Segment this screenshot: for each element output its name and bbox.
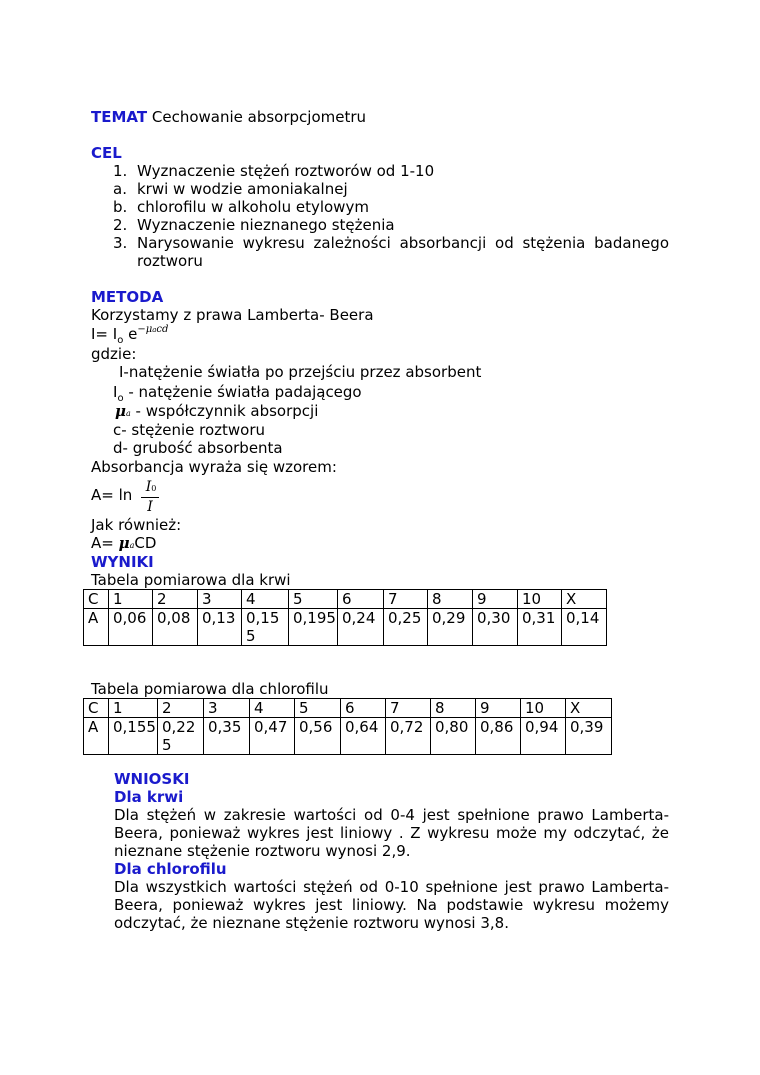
cel-item-num: 1.: [113, 162, 128, 180]
def-c: c- stężenie roztworu: [113, 421, 266, 439]
def-I0-text: - natężenie światła padającego: [128, 383, 362, 401]
table-cell: X: [562, 590, 607, 609]
cel-item-3-text: Narysowanie wykresu zależności absorbancji od stężenia badanego roztworu: [137, 234, 669, 270]
table-cell: A: [84, 609, 109, 646]
formula-e: e: [128, 325, 138, 343]
def-d: d- grubość absorbenta: [113, 439, 283, 457]
table-cell: 0,195: [289, 609, 338, 646]
cel-item-1-text: Wyznaczenie stężeń roztworów od 1-10: [137, 162, 435, 180]
cel-item-2-text: Wyznaczenie nieznanego stężenia: [137, 216, 395, 234]
def-I0-symbol: I: [113, 383, 118, 401]
wnioski-chlorofilu-text: Dla wszystkich wartości stężeń od 0-10 spełnione jest prawo Lamberta-Beera, ponieważ wykres jest liniowy. Na podstawie wykresu możemy odczytać, że nieznane stężenie roztworu wynosi 3,8.: [114, 878, 669, 932]
cel-heading: CEL: [91, 144, 122, 162]
cel-item-a-text: krwi w wodzie amoniakalnej: [137, 180, 348, 198]
table-cell: 6: [341, 699, 386, 718]
temat-label: TEMAT: [91, 108, 148, 126]
table-cell: C: [84, 699, 109, 718]
table-cell: 4: [250, 699, 295, 718]
table-cell: 0,155: [242, 609, 289, 646]
table-cell: 0,94: [521, 718, 566, 755]
table-cell: 9: [473, 590, 518, 609]
table-cell: 0,06: [109, 609, 153, 646]
frac-num: I: [145, 479, 152, 495]
cel-item-b: [113, 198, 127, 216]
def-I: I-natężenie światła po przejściu przez absorbent: [119, 363, 482, 381]
formula-lhs: I= I: [91, 325, 118, 343]
temat-line: [91, 108, 366, 126]
table-cell: 3: [198, 590, 242, 609]
table-krwi-values-row: [84, 609, 607, 646]
table-cell: 9: [476, 699, 521, 718]
table-cell: 1: [109, 590, 153, 609]
cel-item-num: 3.: [113, 234, 128, 252]
table-cell: A: [84, 718, 109, 755]
def-mu: [115, 402, 318, 423]
table-chlorofilu-values-row: [84, 718, 612, 755]
table-cell: 5: [289, 590, 338, 609]
table-cell: 4: [242, 590, 289, 609]
cel-item-1: [113, 162, 127, 180]
table-cell: 0,225: [158, 718, 204, 755]
wnioski-krwi-text: Dla stężeń w zakresie wartości od 0-4 jest spełnione prawo Lamberta-Beera, ponieważ wykres jest liniowy . Z wykresu może my odczytać, że nieznane stężenie roztworu wynosi 2,9.: [114, 806, 669, 860]
cel-item-num: a.: [113, 180, 127, 198]
gdzie-label: gdzie:: [91, 345, 137, 363]
absorbance-mu-formula: [91, 534, 156, 555]
formula-exp-mu: −μ: [137, 324, 153, 335]
table-cell: 0,86: [476, 718, 521, 755]
table-cell: 1: [109, 699, 158, 718]
lambert-beer-formula: [91, 325, 168, 346]
table-chlorofilu-header-row: [84, 699, 612, 718]
table-cell: 8: [428, 590, 473, 609]
table-cell: 0,64: [341, 718, 386, 755]
table-cell: 0,14: [562, 609, 607, 646]
wyniki-heading: WYNIKI: [91, 553, 154, 571]
wnioski-krwi-heading: Dla krwi: [114, 788, 184, 806]
table-chlorofilu-caption: Tabela pomiarowa dla chlorofilu: [91, 680, 329, 698]
def-mu-sub: a: [125, 409, 131, 418]
wnioski-chlorofilu-heading: Dla chlorofilu: [114, 860, 227, 878]
wnioski-heading: WNIOSKI: [114, 770, 190, 788]
absorbance-ln-formula: [91, 486, 132, 504]
table-cell: 2: [158, 699, 204, 718]
table-cell: 0,24: [338, 609, 384, 646]
table-cell: 0,31: [518, 609, 562, 646]
fraction-numerator: [141, 478, 161, 498]
table-cell: 7: [386, 699, 431, 718]
table-cell: 5: [295, 699, 341, 718]
table-cell: 7: [384, 590, 428, 609]
table-cell: 10: [518, 590, 562, 609]
table-cell: 0,08: [153, 609, 198, 646]
table-cell: 0,35: [204, 718, 250, 755]
cel-item-3: [113, 234, 127, 252]
def-mu-symbol: μ: [115, 402, 126, 420]
def-mu-text: - współczynnik absorpcji: [135, 402, 319, 420]
table-cell: 10: [521, 699, 566, 718]
frac-num-sub: 0: [151, 484, 157, 493]
table-cell: 2: [153, 590, 198, 609]
formula-exp-sub: a: [152, 326, 157, 334]
table-cell: 0,80: [431, 718, 476, 755]
temat-text: Cechowanie absorpcjometru: [151, 108, 367, 126]
cel-item-a: [113, 180, 127, 198]
a-eq-lhs: A= ln: [91, 486, 133, 504]
table-cell: 0,25: [384, 609, 428, 646]
table-cell: 0,39: [566, 718, 612, 755]
def-I0-sub: o: [117, 393, 124, 404]
a2-lhs: A=: [91, 534, 114, 552]
absorbancja-intro: Absorbancja wyraża się wzorem:: [91, 458, 337, 476]
table-cell: 0,29: [428, 609, 473, 646]
cel-item-b-text: chlorofilu w alkoholu etylowym: [137, 198, 369, 216]
a2-mu: μ: [118, 534, 130, 552]
def-I0: [113, 383, 362, 404]
table-cell: 6: [338, 590, 384, 609]
cel-item-num: b.: [113, 198, 128, 216]
cel-item-2: [113, 216, 127, 234]
a2-rhs: CD: [134, 534, 157, 552]
metoda-intro: Korzystamy z prawa Lamberta- Beera: [91, 306, 374, 324]
formula-exponent: [137, 324, 168, 335]
table-cell: 0,155: [109, 718, 158, 755]
table-cell: 3: [204, 699, 250, 718]
table-krwi-header-row: [84, 590, 607, 609]
metoda-heading: METODA: [91, 288, 164, 306]
table-krwi-caption: Tabela pomiarowa dla krwi: [91, 571, 291, 589]
table-cell: 0,47: [250, 718, 295, 755]
table-cell: 8: [431, 699, 476, 718]
formula-exp-tail: cd: [156, 324, 169, 335]
table-chlorofilu: [83, 698, 612, 755]
table-cell: X: [566, 699, 612, 718]
jak-rowniez: Jak również:: [91, 516, 182, 534]
table-cell: 0,30: [473, 609, 518, 646]
a2-mu-sub: a: [129, 541, 135, 550]
fraction-denominator: I: [147, 499, 153, 515]
cel-item-num: 2.: [113, 216, 128, 234]
table-cell: C: [84, 590, 109, 609]
table-cell: 0,72: [386, 718, 431, 755]
formula-sub: o: [117, 335, 124, 346]
table-cell: 0,56: [295, 718, 341, 755]
table-krwi: [83, 589, 607, 646]
table-cell: 0,13: [198, 609, 242, 646]
